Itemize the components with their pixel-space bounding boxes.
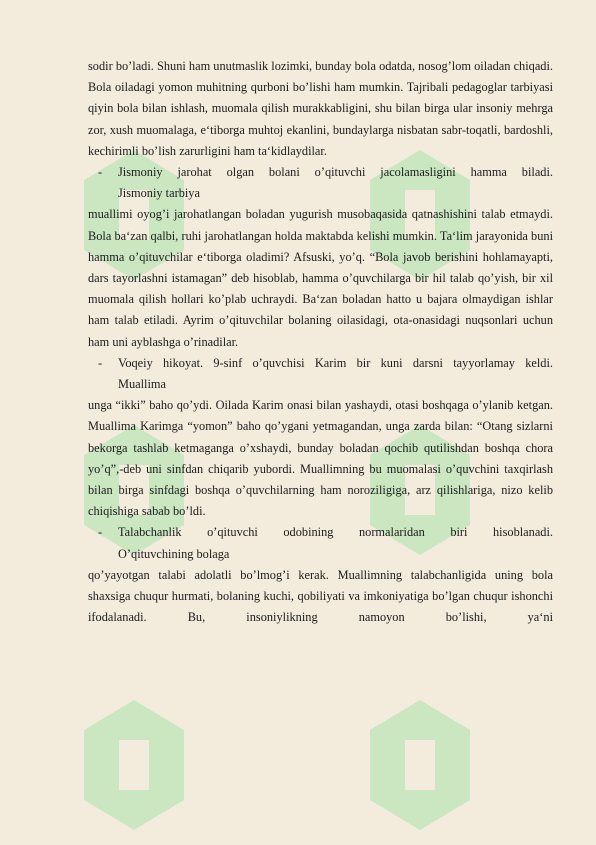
document-body: [88, 56, 553, 628]
bullet-item: [88, 522, 553, 564]
bullet-text: Voqeiy hikoyat. 9-sinf o’quvchisi Karim bir kuni darsni tayyorlamay keldi.: [118, 355, 553, 370]
paragraph: sodir bo’ladi. Shuni ham unutmaslik lozimki, bunday bola odatda, nosog’lom oiladan chiqadi. Bola oiladagi yomon muhitning qurboni bo’lishi ham mumkin. Tajribali pedagoglar tarbiyasi qiyin bola bilan ishlash, muomala qilish murakkabligini, shu bilan birga ular insoniy mehrga zor, xush muomalaga, e‘tiborga muhtoj ekanlini, bundaylarga nisbatan sabr-toqatli, bardoshli, kechirimli bo’lish zarurligini ham ta‘kidlaydilar.: [88, 59, 553, 158]
bullet-dash: -: [98, 355, 103, 370]
bullet-text-continuation: O’qituvchining bolaga: [118, 546, 230, 561]
watermark-logo: [360, 690, 480, 840]
bullet-dash: -: [98, 525, 103, 540]
paragraph: muallimi oyog’i jarohatlangan boladan yugurish musobaqasida qatnashishini talab etmaydi. Bola ba‘zan qalbi, ruhi jarohatlangan holda maktabda kelishi mumkin. Ta‘lim jarayonida buni hamma o’qituvchilar e‘tiborga oladimi? Afsuski, yo’q. “Bola javob berishini hohlamayapti, dars tayorlashni istamagan” deb hisoblab, hamma o’quvchilarga bir hil talab qo’yish, bir xil muomala qilish hollari ko’plab uchraydi. Ba‘zan boladan hatto u bajara olmaydigan ishlar ham talab etiladi. Ayrim o’qituvchilar bolaning oilasidagi, ota-onasidagi nuqsonlari uchun ham uni ayblashga o’rinadilar.: [88, 207, 553, 349]
bullet-dash: -: [98, 165, 103, 180]
bullet-text-continuation: Muallima: [118, 377, 166, 392]
bullet-item: [88, 353, 553, 395]
bullet-text-continuation: Jismoniy tarbiya: [118, 186, 200, 201]
paragraph: qo’yayotgan talabi adolatli bo’lmog’i kerak. Muallimning talabchanligida uning bola shaxsiga chuqur hurmati, bolaning kuchi, qobiliyati va imkoniyatiga bo’lgan chuqur ishonchi ifodalanadi. Bu, insoniylikning namoyon bo’lishi, ya‘ni: [88, 567, 553, 625]
watermark-logo: [74, 690, 194, 840]
bullet-item: [88, 162, 553, 204]
paragraph: unga “ikki” baho qo’ydi. Oilada Karim onasi bilan yashaydi, otasi boshqaga o’ylanib ketgan. Muallima Karimga “yomon” baho qo’ygani yetmagandan, unga zarda bilan: “Otang sizlarni bekorga tashlab ketmaganga o’xshaydi, bunday boladan qochib qutilishdan boshqa chora yo’q”,-deb uni sinfdan chiqarib yubordi. Muallimning bu muomalasi o’quvchini taxqirlash bilan birga sinfdagi boshqa o’quvchilarning ham noroziligiga, arz qilishlariga, nizo kelib chiqishiga sabab bo’ldi.: [88, 398, 553, 519]
bullet-text: Jismoniy jarohat olgan bolani o’qituvchi jacolamasligini hamma biladi.: [118, 165, 553, 180]
bullet-text: Talabchanlik o’qituvchi odobining normalaridan biri hisoblanadi.: [118, 525, 553, 540]
